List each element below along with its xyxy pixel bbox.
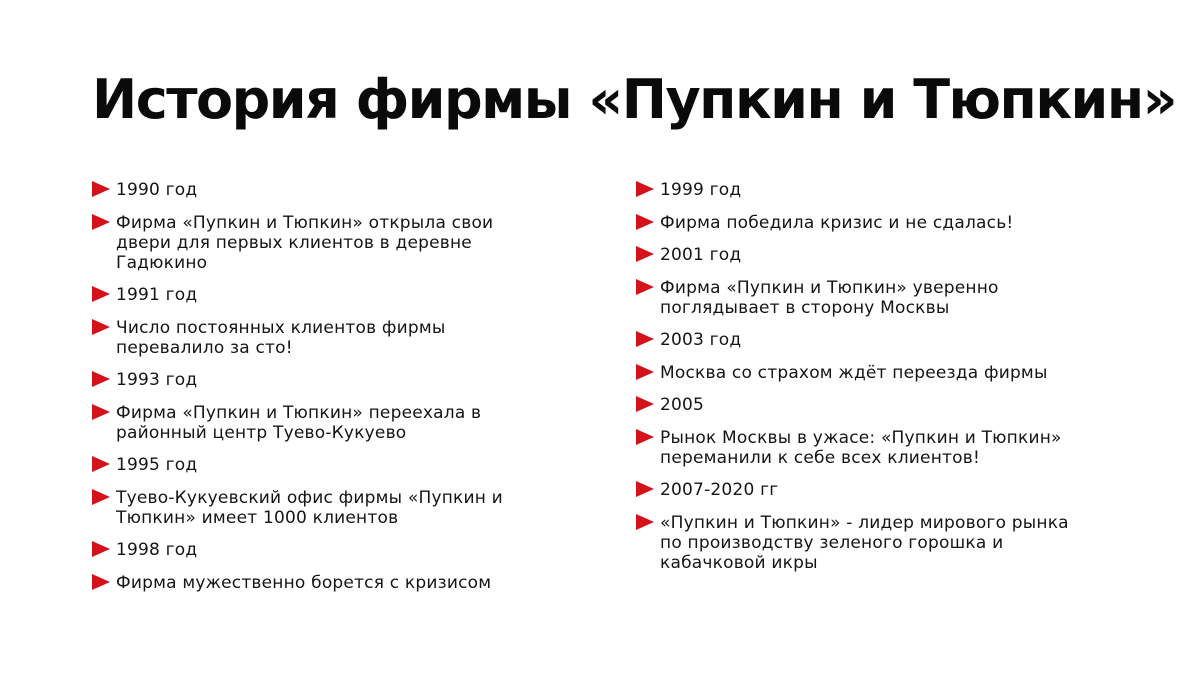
list-item-text: 1995 год [116, 455, 198, 475]
list-item [92, 455, 552, 475]
list-item-text: 2007-2020 гг [660, 480, 779, 500]
list-item-text: Фирма «Пупкин и Тюпкин» открыла свои двери для первых клиентов в деревне Гадюкино [116, 212, 494, 273]
list-item [92, 213, 552, 273]
red-triangle-bullet-icon [636, 331, 654, 347]
list-item-text: Москва со страхом ждёт переезда фирмы [660, 362, 1048, 383]
list-item-text: Фирма победила кризис и не сдалась! [660, 212, 1014, 233]
red-triangle-bullet-icon [92, 214, 110, 230]
list-item-text: Число постоянных клиентов фирмы перевалило за сто! [116, 317, 446, 358]
list-item [636, 428, 1096, 468]
red-triangle-bullet-icon [636, 246, 654, 262]
list-item [92, 285, 552, 305]
list-item [636, 245, 1096, 265]
list-item-text: Рынок Москвы в ужасе: «Пупкин и Тюпкин» переманили к себе всех клиентов! [660, 427, 1062, 468]
list-item-text: 2001 год [660, 245, 742, 265]
list-item [636, 363, 1096, 383]
list-item-text: 1991 год [116, 285, 198, 305]
list-item [92, 540, 552, 560]
red-triangle-bullet-icon [636, 514, 654, 530]
list-item [636, 278, 1096, 318]
red-triangle-bullet-icon [636, 279, 654, 295]
list-item-text: «Пупкин и Тюпкин» - лидер мирового рынка по производству зеленого горошка и кабачковой икры [660, 512, 1069, 573]
red-triangle-bullet-icon [636, 181, 654, 197]
list-item-text: 2005 [660, 395, 705, 415]
list-item [92, 573, 552, 593]
list-item [92, 403, 552, 443]
timeline-right-column [636, 180, 1096, 585]
red-triangle-bullet-icon [636, 396, 654, 412]
list-item-text: Фирма мужественно борется с кризисом [116, 572, 492, 593]
red-triangle-bullet-icon [636, 481, 654, 497]
list-item [636, 480, 1096, 500]
red-triangle-bullet-icon [92, 286, 110, 302]
list-item [636, 213, 1096, 233]
list-item-text: 1990 год [116, 180, 198, 200]
red-triangle-bullet-icon [636, 429, 654, 445]
timeline-left-column [92, 180, 552, 605]
list-item [636, 513, 1096, 573]
red-triangle-bullet-icon [92, 319, 110, 335]
list-item-text: 1998 год [116, 540, 198, 560]
list-item-text: Фирма «Пупкин и Тюпкин» уверенно поглядывает в сторону Москвы [660, 277, 999, 318]
list-item [636, 395, 1096, 415]
red-triangle-bullet-icon [92, 456, 110, 472]
red-triangle-bullet-icon [92, 404, 110, 420]
list-item [92, 318, 552, 358]
slide-title: История фирмы «Пупкин и Тюпкин» [92, 68, 1177, 131]
list-item-text: 2003 год [660, 330, 742, 350]
list-item [636, 180, 1096, 200]
red-triangle-bullet-icon [92, 181, 110, 197]
list-item-text: Фирма «Пупкин и Тюпкин» переехала в районный центр Туево-Кукуево [116, 402, 482, 443]
list-item-text: 1993 год [116, 370, 198, 390]
list-item [636, 330, 1096, 350]
list-item [92, 370, 552, 390]
list-item [92, 180, 552, 200]
list-item [92, 488, 552, 528]
red-triangle-bullet-icon [92, 489, 110, 505]
list-item-text: Туево-Кукуевский офис фирмы «Пупкин и Тюпкин» имеет 1000 клиентов [116, 487, 503, 528]
red-triangle-bullet-icon [92, 574, 110, 590]
red-triangle-bullet-icon [636, 214, 654, 230]
list-item-text: 1999 год [660, 180, 742, 200]
red-triangle-bullet-icon [92, 541, 110, 557]
red-triangle-bullet-icon [92, 371, 110, 387]
red-triangle-bullet-icon [636, 364, 654, 380]
